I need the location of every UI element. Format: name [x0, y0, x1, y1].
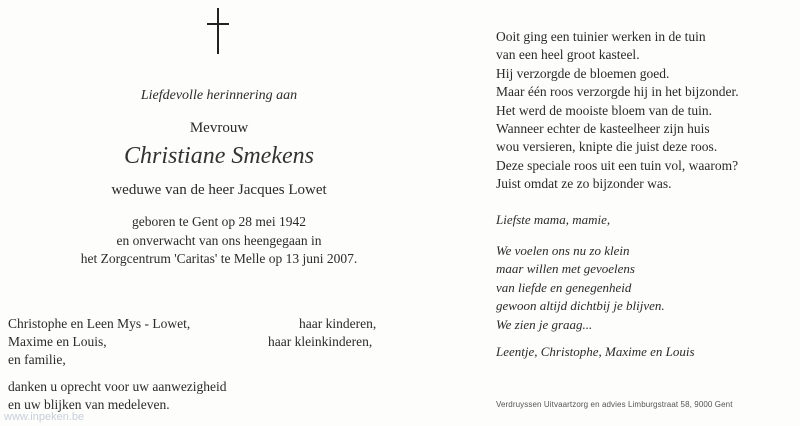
- right-panel: [400, 0, 800, 426]
- cross-icon: [207, 8, 229, 54]
- family-poem: [496, 242, 665, 334]
- poem-line: Wanneer echter de kasteelheer zijn huis: [496, 121, 710, 137]
- poem-line: gewoon altijd dichtbij je blijven.: [496, 298, 665, 314]
- poem-line: van liefde en genegenheid: [496, 279, 632, 295]
- family-names: Christophe en Leen Mys - Lowet,: [8, 316, 191, 331]
- honorific: Mevrouw: [189, 120, 249, 136]
- intro-text: Liefdevolle herinnering aan: [140, 88, 298, 103]
- family-relation: haar kleinkinderen,: [268, 334, 373, 349]
- thanks-line: danken u oprecht voor uw aanwezigheid: [8, 379, 227, 394]
- family-relation: haar kinderen,: [299, 316, 377, 331]
- death-line: en onverwacht van ons heengegaan in: [116, 232, 322, 248]
- family-names: en familie,: [8, 352, 66, 367]
- signature: Leentje, Christophe, Maxime en Louis: [496, 344, 695, 359]
- thanks-line: en uw blijken van medeleven.: [8, 397, 170, 412]
- poem-line: Ooit ging een tuinier werken in de tuin: [496, 29, 706, 44]
- poem-line: wou versieren, knipte die juist deze roos.: [496, 139, 718, 155]
- place-line: het Zorgcentrum 'Caritas' te Melle op 13 juni 2007.: [80, 251, 358, 266]
- poem-line: We zien je graag...: [496, 316, 593, 332]
- poem-line: We voelen ons nu zo klein: [496, 243, 630, 258]
- poem: [496, 28, 739, 194]
- widow-line: weduwe van de heer Jacques Lowet: [111, 182, 327, 198]
- birth-line: geboren te Gent op 28 mei 1942: [132, 214, 306, 229]
- family-names: Maxime en Louis,: [8, 334, 107, 349]
- poem-line: Deze speciale roos uit een tuin vol, waarom?: [496, 157, 739, 173]
- poem-line: Maar één roos verzorgde hij in het bijzonder.: [496, 84, 739, 100]
- thanks-text: [8, 378, 227, 414]
- watermark: www.inpeken.be: [4, 411, 85, 423]
- life-details: [0, 213, 400, 269]
- poem-line: Hij verzorgde de bloemen goed.: [496, 65, 670, 81]
- poem-line: Juist omdat ze zo bijzonder was.: [496, 176, 672, 192]
- funeral-home-footer: Verdruyssen Uitvaartzorg en advies Limburgstraat 58, 9000 Gent: [496, 400, 733, 409]
- poem-line: van een heel groot kasteel.: [496, 47, 640, 63]
- poem-line: Het werd de mooiste bloem van de tuin.: [496, 102, 712, 118]
- poem-line: maar willen met gevoelens: [496, 261, 635, 277]
- deceased-name: Christiane Smekens: [124, 143, 314, 169]
- dedication: Liefste mama, mamie,: [496, 212, 611, 227]
